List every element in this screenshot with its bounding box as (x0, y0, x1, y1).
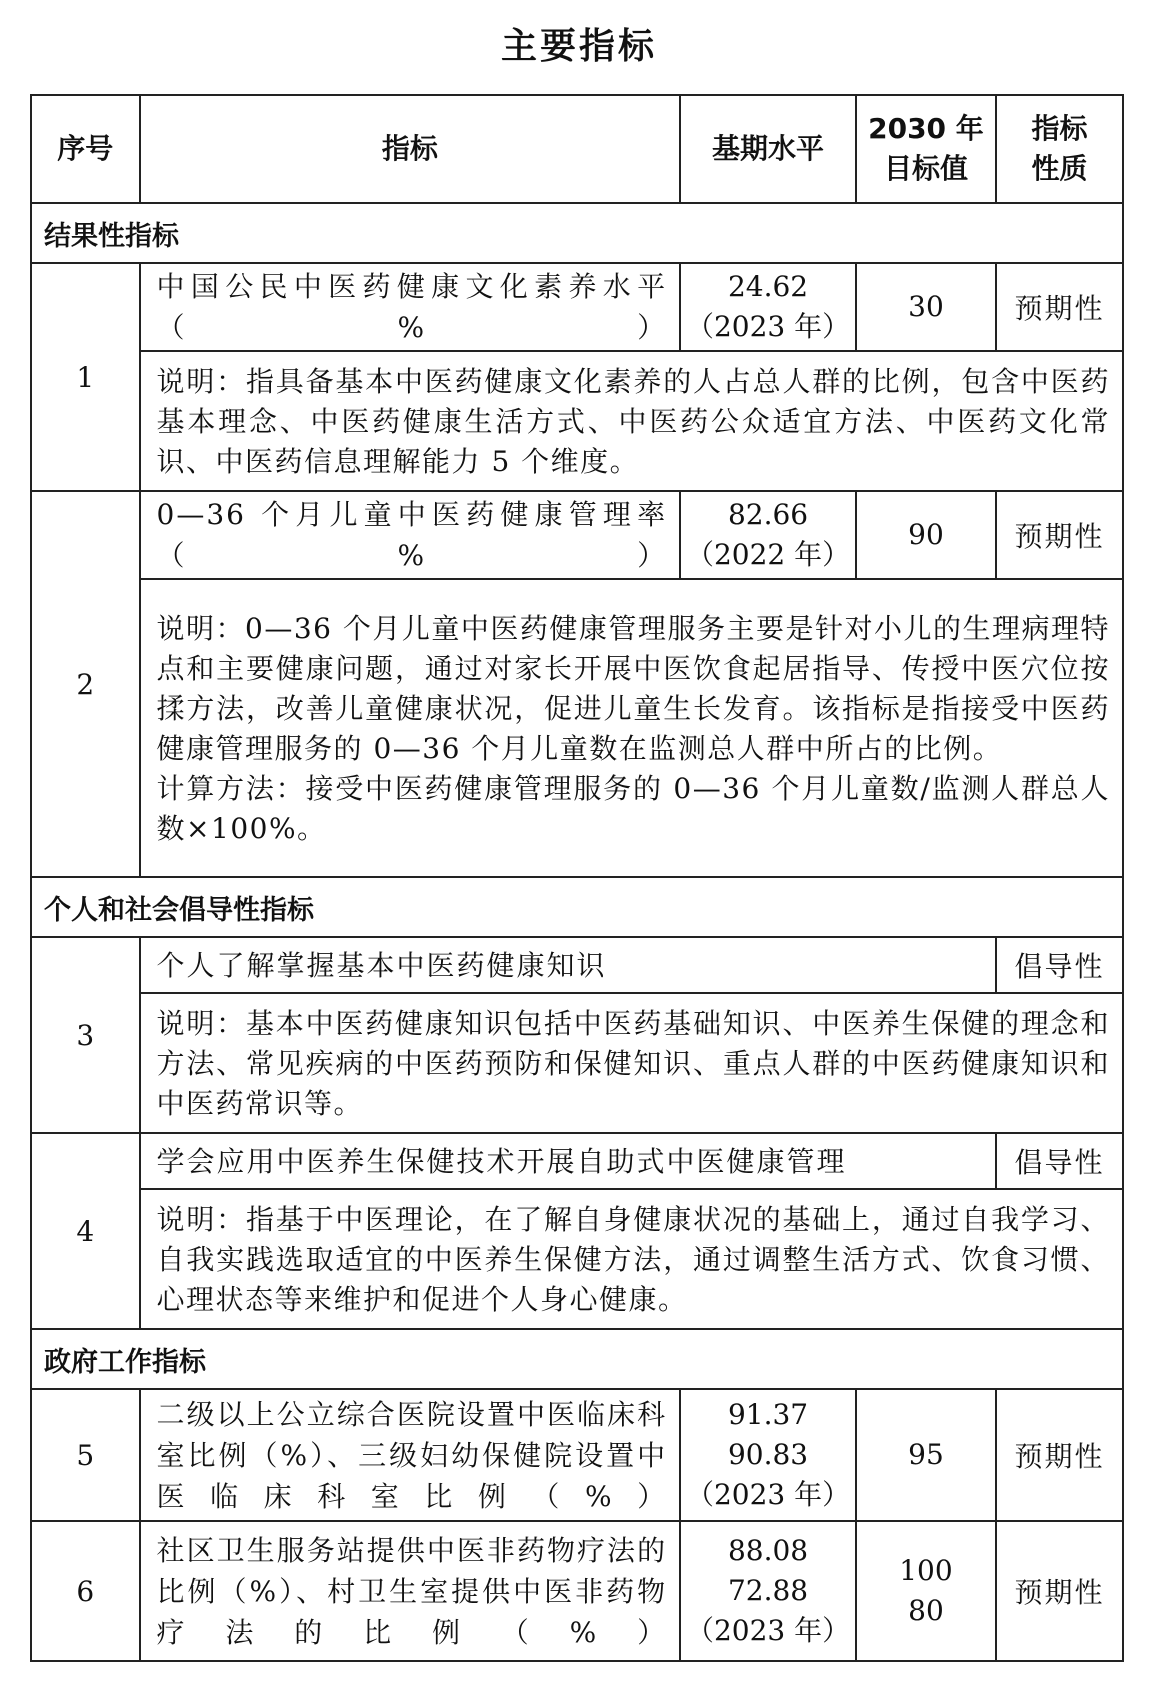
baseline-line3: （2023 年） (685, 1478, 851, 1511)
page-title: 主要指标 (500, 26, 657, 67)
row-number: 6 (31, 1521, 140, 1661)
header-nature-line2: 性质 (1031, 152, 1088, 185)
description-row (31, 1189, 1123, 1329)
header-nature (996, 95, 1123, 203)
table-row (31, 1389, 1123, 1521)
description-row (31, 351, 1123, 491)
baseline-value (680, 491, 856, 579)
indicator-table (30, 94, 1124, 1662)
table-header-row (31, 95, 1123, 203)
indicator-nature: 倡导性 (996, 1133, 1123, 1189)
table-row (31, 937, 1123, 993)
section-title: 结果性指标 (31, 203, 1123, 263)
header-indicator: 指标 (140, 95, 681, 203)
target-value (856, 1521, 996, 1661)
header-target-line1: 2030 年 (868, 112, 984, 145)
baseline-value (680, 1389, 856, 1521)
section-row (31, 1329, 1123, 1389)
header-nature-line1: 指标 (1031, 112, 1088, 145)
row-number: 2 (31, 491, 140, 877)
row-number: 3 (31, 937, 140, 1133)
baseline-line1: 91.37 (727, 1398, 809, 1431)
target-value: 90 (856, 491, 996, 579)
row-number: 4 (31, 1133, 140, 1329)
target-line2: 80 (908, 1594, 944, 1627)
header-seq: 序号 (31, 95, 140, 203)
indicator-description: 说明：指基于中医理论，在了解自身健康状况的基础上，通过自我学习、自我实践选取适宜的中医养生保健方法，通过调整生活方式、饮食习惯、心理状态等来维护和促进个人身心健康。 (140, 1189, 1123, 1329)
section-title: 个人和社会倡导性指标 (31, 877, 1123, 937)
baseline-value (680, 1521, 856, 1661)
indicator-name: 中国公民中医药健康文化素养水平（%） (140, 263, 681, 351)
target-value: 95 (856, 1389, 996, 1521)
section-row (31, 877, 1123, 937)
baseline-line1: 82.66 (727, 498, 809, 531)
indicator-nature: 倡导性 (996, 937, 1123, 993)
target-value: 30 (856, 263, 996, 351)
indicator-description: 说明：指具备基本中医药健康文化素养的人占总人群的比例，包含中医药基本理念、中医药健康生活方式、中医药公众适宜方法、中医药文化常识、中医药信息理解能力 5 个维度。 (140, 351, 1123, 491)
header-target-line2: 目标值 (883, 152, 968, 185)
baseline-line2: （2023 年） (685, 310, 851, 343)
calculation-method: 计算方法：接受中医药健康管理服务的 0—36 个月儿童数/监测人群总人数×100%。 (156, 772, 1110, 845)
description-row (31, 579, 1123, 877)
row-number: 5 (31, 1389, 140, 1521)
baseline-line2: （2022 年） (685, 538, 851, 571)
indicator-name: 社区卫生服务站提供中医非药物疗法的比例（%）、村卫生室提供中医非药物疗法的比例（%） (140, 1521, 681, 1661)
section-row (31, 203, 1123, 263)
indicator-name: 0—36 个月儿童中医药健康管理率（%） (140, 491, 681, 579)
baseline-value (680, 263, 856, 351)
indicator-name: 二级以上公立综合医院设置中医临床科室比例（%）、三级妇幼保健院设置中医临床科室比例（%） (140, 1389, 681, 1521)
indicator-nature: 预期性 (996, 491, 1123, 579)
table-row (31, 491, 1123, 579)
target-line1: 100 (899, 1554, 953, 1587)
indicator-description (140, 579, 1123, 877)
indicator-nature: 预期性 (996, 1521, 1123, 1661)
indicator-description: 说明：基本中医药健康知识包括中医药基础知识、中医养生保健的理念和方法、常见疾病的中医药预防和保健知识、重点人群的中医药健康知识和中医药常识等。 (140, 993, 1123, 1133)
indicator-nature: 预期性 (996, 263, 1123, 351)
header-target (856, 95, 996, 203)
row-number: 1 (31, 263, 140, 491)
indicator-name: 个人了解掌握基本中医药健康知识 (140, 937, 996, 993)
indicator-name: 学会应用中医养生保健技术开展自助式中医健康管理 (140, 1133, 996, 1189)
table-row (31, 1521, 1123, 1661)
section-title: 政府工作指标 (31, 1329, 1123, 1389)
baseline-line2: 72.88 (727, 1574, 809, 1607)
baseline-line1: 88.08 (727, 1534, 809, 1567)
baseline-line3: （2023 年） (685, 1614, 851, 1647)
baseline-line2: 90.83 (727, 1438, 809, 1471)
baseline-line1: 24.62 (727, 270, 809, 303)
header-baseline: 基期水平 (680, 95, 856, 203)
indicator-nature: 预期性 (996, 1389, 1123, 1521)
description-text: 说明：0—36 个月儿童中医药健康管理服务主要是针对小儿的生理病理特点和主要健康问题，通过对家长开展中医饮食起居指导、传授中医穴位按揉方法，改善儿童健康状况，促进儿童生长发育。该指标是指接受中医药健康管理服务的 0—36 个月儿童数在监测总人群中所占的比例。 (156, 612, 1110, 765)
description-row (31, 993, 1123, 1133)
table-row (31, 1133, 1123, 1189)
table-row (31, 263, 1123, 351)
